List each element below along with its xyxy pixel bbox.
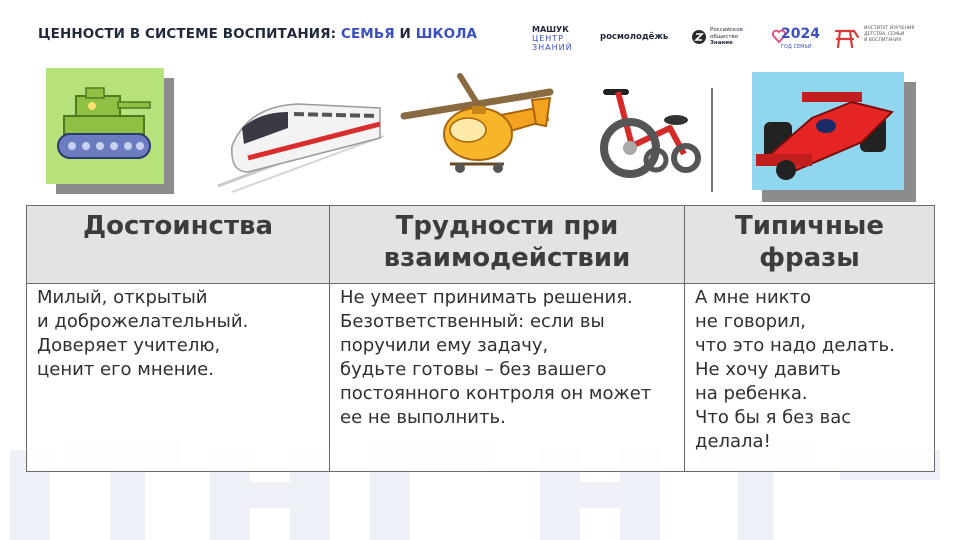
header-difficulties <box>330 206 685 284</box>
title-part-1: ЦЕННОСТИ В СИСТЕМЕ ВОСПИТАНИЯ: <box>38 26 341 42</box>
header-advantages <box>27 206 330 284</box>
text-line: на ребенка. <box>695 383 808 404</box>
header-phrases-line-1: Типичные <box>734 211 885 241</box>
comparison-table <box>26 205 935 472</box>
rosmolodezh-label: росмолодёжь <box>600 32 669 42</box>
table-row <box>27 284 935 472</box>
year-label: 2024 <box>781 26 820 42</box>
race-car-icon <box>752 72 916 202</box>
text-line: и доброжелательный. <box>37 311 249 332</box>
page-title <box>38 26 477 42</box>
text-line: Не умеет принимать решения. <box>340 287 633 308</box>
header-typical-phrases <box>685 206 935 284</box>
text-line: не говорил, <box>695 311 807 332</box>
text-line: что это надо делать. <box>695 335 895 356</box>
institute-line-1: ИНСТИТУТ ИЗУЧЕНИЯ <box>864 26 915 31</box>
mashuk-logo <box>532 25 582 52</box>
text-line: делала! <box>695 431 771 452</box>
znanie-icon <box>692 30 706 44</box>
text-line: Доверяет учителю, <box>37 335 221 356</box>
znanie-line-3: Знание <box>710 40 733 46</box>
header-difficulties-line-2: взаимодействии <box>383 243 631 273</box>
partner-logos <box>528 20 928 56</box>
text-line: Милый, открытый <box>37 287 208 308</box>
tank-icon <box>46 68 176 194</box>
cell-advantages <box>27 284 330 472</box>
mashuk-line-2: ЦЕНТР <box>532 34 564 43</box>
znanie-line-1: Российское <box>710 27 743 33</box>
cell-typical-phrases <box>685 284 935 472</box>
year-caption: ГОД СЕМЬИ <box>781 44 812 50</box>
rosmolodezh-logo <box>600 32 668 42</box>
mashuk-line-1: МАШУК <box>532 25 569 34</box>
text-line: Что бы я без вас <box>695 407 852 428</box>
text-line: ее не выполнить. <box>340 407 506 428</box>
text-line: Безответственный: если вы <box>340 311 605 332</box>
mashuk-line-3: ЗНАНИЙ <box>532 43 573 52</box>
text-line: поручили ему задачу, <box>340 335 549 356</box>
header-difficulties-line-1: Трудности при <box>395 211 619 241</box>
train-icon <box>208 86 388 196</box>
helicopter-icon <box>400 72 560 184</box>
znanie-line-2: общество <box>710 33 739 40</box>
title-word-school: ШКОЛА <box>415 26 478 42</box>
text-line: ценит его мнение. <box>37 359 214 380</box>
title-part-3: И <box>394 26 416 42</box>
title-word-family: СЕМЬЯ <box>340 26 395 42</box>
institute-icon <box>834 27 860 49</box>
text-line: А мне никто <box>695 287 812 308</box>
institute-line-3: И ВОСПИТАНИЯ <box>864 38 902 43</box>
tricycle-icon <box>596 84 716 196</box>
text-line: будьте готовы – без вашего <box>340 359 607 380</box>
institute-line-2: ДЕТСТВА, СЕМЬИ <box>864 32 905 37</box>
text-line: постоянного контроля он может <box>340 383 652 404</box>
header-advantages-line-1: Достоинства <box>82 211 274 241</box>
cell-difficulties <box>330 284 685 472</box>
year-of-family-logo <box>772 22 820 54</box>
text-line: Не хочу давить <box>695 359 841 380</box>
table-header-row <box>27 206 935 284</box>
header-phrases-line-2: фразы <box>759 243 860 273</box>
